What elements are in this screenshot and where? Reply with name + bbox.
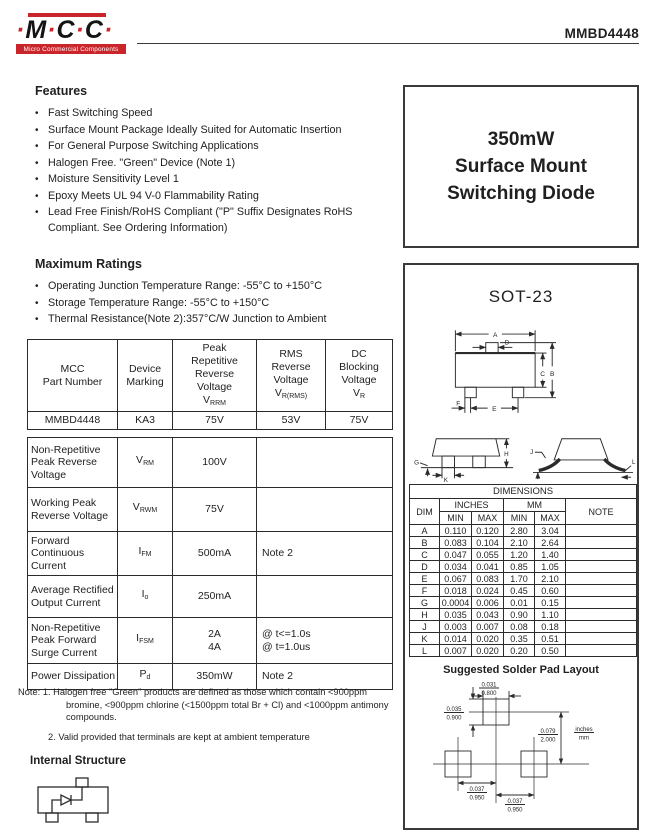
table-row: B 0.083 0.104 2.10 2.64: [410, 537, 637, 549]
logo-tagline: Micro Commercial Components: [16, 44, 126, 54]
feature-item: • Fast Switching Speed: [35, 106, 380, 122]
pad-dim-left-inches: 0.035: [446, 707, 462, 713]
col-header-inches: INCHES: [440, 499, 504, 512]
symbol-cell: $I_o$: [118, 576, 173, 618]
col-header-min: MIN: [504, 512, 535, 525]
maximum-ratings-heading: Maximum Ratings: [35, 257, 142, 271]
diode-symbol: [61, 795, 71, 805]
parameters-table: [27, 437, 393, 690]
param-cell: Non-Repetitive Peak Reverse Voltage: [28, 438, 118, 488]
table-row: L 0.007 0.020 0.20 0.50: [410, 645, 637, 657]
pad-layout-title: Suggested Solder Pad Layout: [443, 664, 599, 676]
table-row: F 0.018 0.024 0.45 0.60: [410, 585, 637, 597]
features-heading: Features: [35, 84, 88, 98]
package-name: SOT-23: [488, 287, 554, 306]
dim-label-f: F: [456, 400, 461, 408]
logo-letter: C: [84, 16, 104, 44]
table-header-row: [28, 340, 393, 412]
symbol-cell: $V_{RWM}$: [118, 488, 173, 532]
dim-label-k: K: [443, 477, 448, 483]
col-header-note: NOTE: [566, 499, 637, 525]
col-header-device-marking: Device Marking: [118, 340, 173, 412]
col-header-dim: DIM: [410, 499, 440, 525]
part-number-cell: MMBD4448: [28, 412, 118, 430]
col-header-mm: MM: [504, 499, 566, 512]
pad-dim-bottom-right-mm: 0.950: [507, 807, 523, 814]
features-section: [35, 84, 380, 237]
param-cell: Non-Repetitive Peak Forward Surge Current: [28, 618, 118, 664]
ratings-table: [27, 339, 393, 430]
sot23-end-view-drawing: [527, 433, 639, 483]
rating-item: • Operating Junction Temperature Range: -55°C to +150°C: [35, 279, 393, 295]
param-cell: Power Dissipation: [28, 664, 118, 690]
param-cell: Average Rectified Output Current: [28, 576, 118, 618]
dimensions-title: DIMENSIONS: [410, 485, 637, 499]
dim-label-c: C: [540, 370, 546, 378]
pad-dim-top-inches: 0.031: [481, 682, 497, 689]
table-row: G 0.0004 0.006 0.01 0.15: [410, 597, 637, 609]
logo-dot: ·: [75, 16, 85, 44]
table-row: J 0.003 0.007 0.08 0.18: [410, 621, 637, 633]
note-2: 2. Valid provided that terminals are kept at ambient temperature: [48, 731, 310, 742]
col-header-vrrm: Peak Repetitive Reverse Voltage $V_{RRM}$: [173, 340, 257, 412]
vr-cell: 75V: [326, 412, 393, 430]
internal-structure-section: [30, 755, 126, 830]
param-cell: Working Peak Reverse Voltage: [28, 488, 118, 532]
feature-item: • Moisture Sensitivity Level 1: [35, 172, 380, 188]
table-row: [28, 488, 393, 532]
logo-letter: C: [56, 16, 76, 44]
table-header-row: [410, 499, 637, 512]
dim-label-a: A: [493, 331, 498, 339]
feature-item: • Epoxy Meets UL 94 V-0 Flammability Rating: [35, 189, 380, 205]
pad-dim-bottom-left-inches: 0.037: [469, 787, 485, 793]
pad-dim-bottom-right-inches: 0.037: [507, 799, 523, 805]
symbol-cell: $I_{FSM}$: [118, 618, 173, 664]
logo-dot: ·: [103, 16, 114, 44]
table-header-row: [410, 485, 637, 499]
pad-dim-top-mm: 0.800: [481, 691, 497, 697]
pad-dim-bottom-left-mm: 0.950: [469, 795, 485, 802]
value-cell: 75V: [173, 488, 257, 532]
note-1: Note: 1. Halogen free "Green" products are defined as those which contain <900ppm bromine, <900ppm chlorine (<1500ppm total Br + Cl) and <1000ppm antimony compounds.: [18, 687, 389, 722]
note-cell: [257, 488, 393, 532]
dim-label-e: E: [492, 405, 497, 413]
note-cell: [257, 438, 393, 488]
rating-item: • Storage Temperature Range: -55°C to +150°C: [35, 296, 393, 312]
feature-item: • Halogen Free. "Green" Device (Note 1): [35, 156, 380, 172]
value-cell: 250mA: [173, 576, 257, 618]
value-cell: 350mW: [173, 664, 257, 690]
logo-letter: M: [25, 16, 48, 44]
pad-dim-right-inches: 0.079: [540, 729, 556, 735]
pad-legend-mm: mm: [579, 735, 589, 742]
table-row: [28, 576, 393, 618]
note-cell: Note 2: [257, 664, 393, 690]
param-cell: Forward Continuous Current: [28, 532, 118, 576]
dim-label-j: J: [530, 449, 534, 457]
header-rule: [137, 43, 639, 44]
symbol-cell: $V_{RM}$: [118, 438, 173, 488]
vrrm-cell: 75V: [173, 412, 257, 430]
col-header-min: MIN: [440, 512, 472, 525]
table-row: [28, 532, 393, 576]
table-row: C 0.047 0.055 1.20 1.40: [410, 549, 637, 561]
dim-label-h: H: [504, 451, 509, 459]
table-row: H 0.035 0.043 0.90 1.10: [410, 609, 637, 621]
table-row: [28, 438, 393, 488]
product-title-line: Switching Diode: [447, 183, 595, 204]
product-title-line: Surface Mount: [455, 156, 587, 177]
value-cell: 100V: [173, 438, 257, 488]
col-header-vr: DC Blocking Voltage $V_R$: [326, 340, 393, 412]
table-row: A 0.110 0.120 2.80 3.04: [410, 525, 637, 537]
note-cell: [257, 576, 393, 618]
solder-pad-layout-drawing: [421, 679, 626, 814]
product-title-line: 350mW: [487, 129, 555, 150]
sot23-side-view-drawing: [411, 433, 523, 483]
col-header-max: MAX: [472, 512, 504, 525]
mcc-logo: [16, 13, 134, 54]
note-cell: @ t<=1.0s @ t=1.0us: [257, 618, 393, 664]
internal-structure-diagram: [30, 773, 125, 825]
table-row: [28, 618, 393, 664]
product-title-box: [403, 85, 639, 248]
col-header-part-number: MCC Part Number: [28, 340, 118, 412]
package-outline-box: [403, 263, 639, 830]
maximum-ratings-section: [35, 257, 393, 329]
col-header-max: MAX: [535, 512, 566, 525]
dim-label-b: B: [549, 370, 555, 378]
table-row: K 0.014 0.020 0.35 0.51: [410, 633, 637, 645]
pad-dim-left-mm: 0.900: [446, 715, 462, 722]
vrms-cell: 53V: [257, 412, 326, 430]
maximum-ratings-list: [35, 279, 393, 328]
feature-item: • Surface Mount Package Ideally Suited for Automatic Insertion: [35, 123, 380, 139]
dim-label-d: D: [504, 339, 510, 347]
dim-label-g: G: [414, 459, 419, 467]
internal-structure-heading: Internal Structure: [30, 755, 126, 767]
logo-dot: ·: [47, 16, 57, 44]
symbol-cell: $P_d$: [118, 664, 173, 690]
dim-label-l: L: [632, 458, 636, 466]
logo-dot: ·: [16, 16, 26, 44]
table-row: D 0.034 0.041 0.85 1.05: [410, 561, 637, 573]
col-header-vrms: RMS Reverse Voltage $V_{R(RMS)}$: [257, 340, 326, 412]
table-row: E 0.067 0.083 1.70 2.10: [410, 573, 637, 585]
pad-legend-inches: inches: [575, 727, 593, 733]
features-list: [35, 106, 380, 236]
value-cell: 500mA: [173, 532, 257, 576]
rating-item: • Thermal Resistance(Note 2):357°C/W Junction to Ambient: [35, 312, 393, 328]
sot23-front-view-drawing: [425, 317, 575, 429]
pad-dim-right-mm: 2.000: [540, 737, 556, 744]
feature-item: • Lead Free Finish/RoHS Compliant ("P" Suffix Designates RoHS Compliant. See Ordering Information): [35, 205, 380, 236]
part-number-title: MMBD4448: [564, 26, 639, 41]
value-cell: 2A 4A: [173, 618, 257, 664]
table-row: [28, 412, 393, 430]
note-cell: Note 2: [257, 532, 393, 576]
device-marking-cell: KA3: [118, 412, 173, 430]
notes-section: [18, 686, 400, 743]
dimensions-table: [409, 484, 637, 657]
symbol-cell: $I_{FM}$: [118, 532, 173, 576]
logo-text: [16, 18, 134, 43]
feature-item: • For General Purpose Switching Applications: [35, 139, 380, 155]
